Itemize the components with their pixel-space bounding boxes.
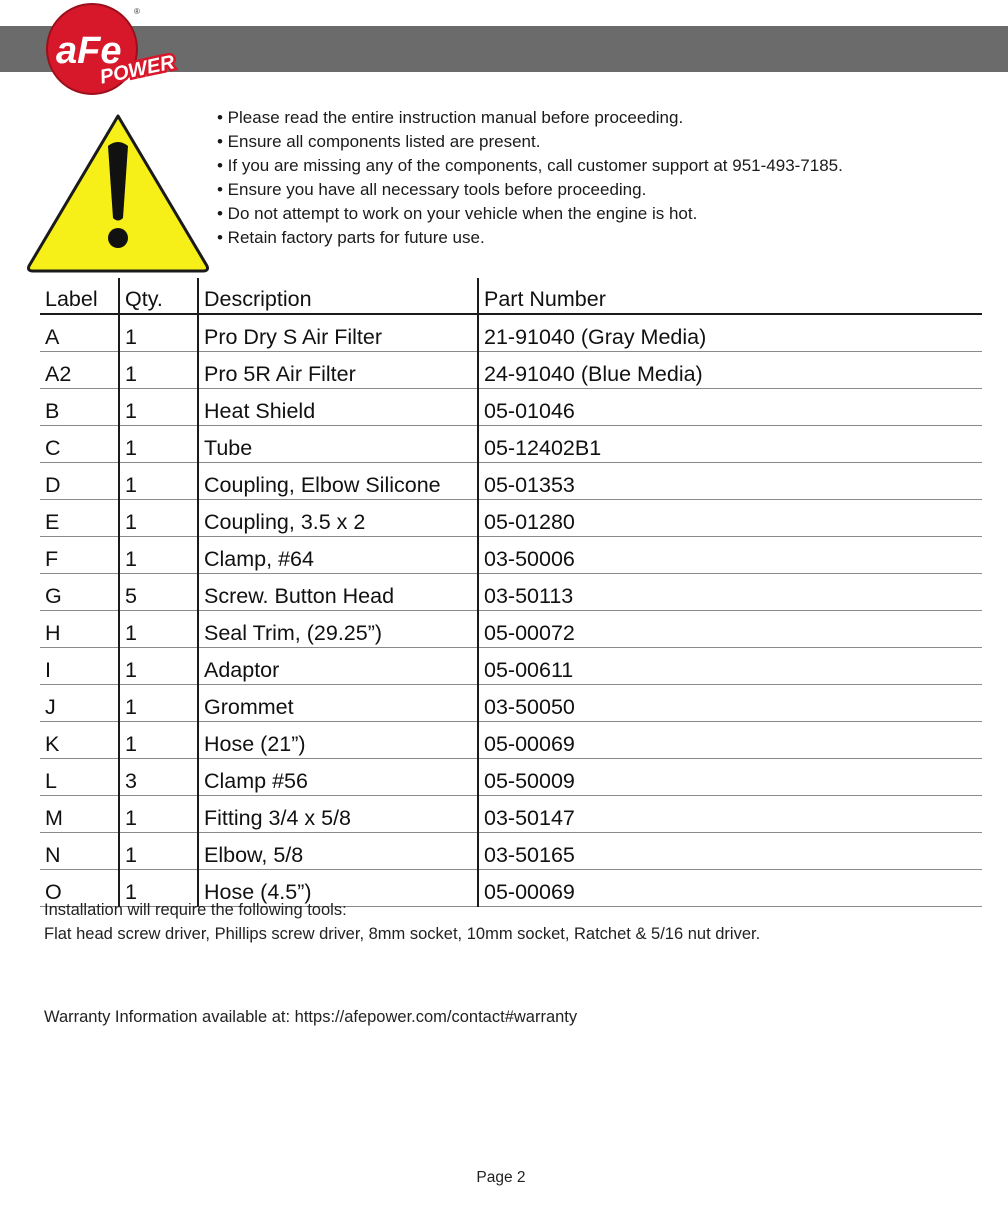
cell-part-number: 05-01353 (478, 463, 982, 500)
cell-description: Fitting 3/4 x 5/8 (198, 796, 478, 833)
cell-description: Clamp, #64 (198, 537, 478, 574)
cell-part-number: 05-00611 (478, 648, 982, 685)
warning-note: • Ensure all components listed are present. (217, 132, 541, 151)
cell-qty: 1 (119, 463, 198, 500)
cell-qty: 1 (119, 314, 198, 352)
afe-power-logo (46, 2, 196, 98)
cell-description: Adaptor (198, 648, 478, 685)
tools-intro: Installation will require the following tools: (44, 901, 347, 919)
cell-qty: 1 (119, 796, 198, 833)
cell-label: D (45, 473, 61, 497)
table-row (40, 722, 982, 759)
cell-description: Pro Dry S Air Filter (198, 314, 478, 352)
cell-qty: 1 (119, 352, 198, 389)
cell-description: Seal Trim, (29.25”) (198, 611, 478, 648)
cell-part-number: 03-50050 (478, 685, 982, 722)
table-row (40, 648, 982, 685)
table-row (40, 500, 982, 537)
cell-description: Grommet (198, 685, 478, 722)
header-label: Label (45, 287, 98, 311)
cell-description: Pro 5R Air Filter (198, 352, 478, 389)
cell-label: N (45, 843, 61, 867)
page-number: Page 2 (476, 1169, 526, 1186)
cell-label: E (45, 510, 60, 534)
table-row (40, 759, 982, 796)
cell-qty: 1 (119, 722, 198, 759)
table-row (40, 426, 982, 463)
cell-label: J (45, 695, 56, 719)
warranty-info: Warranty Information available at: https://afepower.com/contact#warranty (44, 1008, 578, 1026)
warning-note: • If you are missing any of the components, call customer support at 951-493-7185. (217, 156, 843, 175)
cell-qty: 1 (119, 500, 198, 537)
cell-part-number: 03-50147 (478, 796, 982, 833)
cell-part-number: 24-91040 (Blue Media) (478, 352, 982, 389)
cell-description: Hose (21”) (198, 722, 478, 759)
cell-label: M (45, 806, 63, 830)
cell-qty: 1 (119, 648, 198, 685)
tools-section (44, 898, 760, 946)
cell-label: H (45, 621, 61, 645)
cell-label: F (45, 547, 59, 571)
cell-qty: 5 (119, 574, 198, 611)
cell-qty: 1 (119, 389, 198, 426)
cell-description: Screw. Button Head (198, 574, 478, 611)
cell-part-number: 05-50009 (478, 759, 982, 796)
cell-label: G (45, 584, 62, 608)
warning-note: • Retain factory parts for future use. (217, 228, 485, 247)
cell-part-number: 21-91040 (Gray Media) (478, 314, 982, 352)
svg-text:®: ® (134, 7, 140, 16)
cell-description: Hose (4.5”) (198, 870, 478, 907)
warning-note: • Ensure you have all necessary tools before proceeding. (217, 180, 647, 199)
cell-part-number: 03-50165 (478, 833, 982, 870)
cell-label: A (45, 325, 60, 349)
cell-label: B (45, 399, 60, 423)
cell-qty: 3 (119, 759, 198, 796)
cell-description: Coupling, Elbow Silicone (198, 463, 478, 500)
cell-part-number: 05-00069 (478, 870, 982, 907)
cell-label: C (45, 436, 61, 460)
cell-part-number: 05-00072 (478, 611, 982, 648)
table-row (40, 611, 982, 648)
parts-table (40, 278, 982, 907)
cell-label: I (45, 658, 51, 682)
table-row (40, 314, 982, 352)
warning-notes (217, 106, 977, 250)
table-row (40, 685, 982, 722)
cell-label: O (45, 880, 62, 904)
cell-qty: 1 (119, 611, 198, 648)
cell-label: L (45, 769, 57, 793)
cell-part-number: 05-01280 (478, 500, 982, 537)
table-header-row (40, 278, 982, 314)
cell-description: Clamp #56 (198, 759, 478, 796)
table-row (40, 537, 982, 574)
cell-part-number: 03-50006 (478, 537, 982, 574)
table-row (40, 352, 982, 389)
cell-qty: 1 (119, 426, 198, 463)
warning-note: • Do not attempt to work on your vehicle when the engine is hot. (217, 204, 698, 223)
table-row (40, 574, 982, 611)
table-row (40, 463, 982, 500)
cell-qty: 1 (119, 537, 198, 574)
svg-text:aFe: aFe (56, 30, 122, 72)
warning-note: • Please read the entire instruction manual before proceeding. (217, 108, 684, 127)
table-row (40, 796, 982, 833)
svg-text:POWER: POWER (98, 51, 177, 89)
tools-list: Flat head screw driver, Phillips screw driver, 8mm socket, 10mm socket, Ratchet & 5/16 nut driver. (44, 925, 761, 943)
cell-part-number: 05-01046 (478, 389, 982, 426)
table-row (40, 389, 982, 426)
cell-qty: 1 (119, 870, 198, 907)
cell-description: Heat Shield (198, 389, 478, 426)
header-qty: Qty. (119, 278, 198, 314)
header-part-number: Part Number (478, 278, 982, 314)
header-description: Description (198, 278, 478, 314)
cell-label: A2 (45, 362, 72, 386)
warning-triangle-icon (24, 110, 212, 274)
cell-description: Elbow, 5/8 (198, 833, 478, 870)
table-row (40, 833, 982, 870)
cell-description: Tube (198, 426, 478, 463)
cell-qty: 1 (119, 833, 198, 870)
cell-part-number: 05-12402B1 (478, 426, 982, 463)
cell-label: K (45, 732, 60, 756)
cell-description: Coupling, 3.5 x 2 (198, 500, 478, 537)
cell-part-number: 03-50113 (478, 574, 982, 611)
cell-qty: 1 (119, 685, 198, 722)
cell-part-number: 05-00069 (478, 722, 982, 759)
